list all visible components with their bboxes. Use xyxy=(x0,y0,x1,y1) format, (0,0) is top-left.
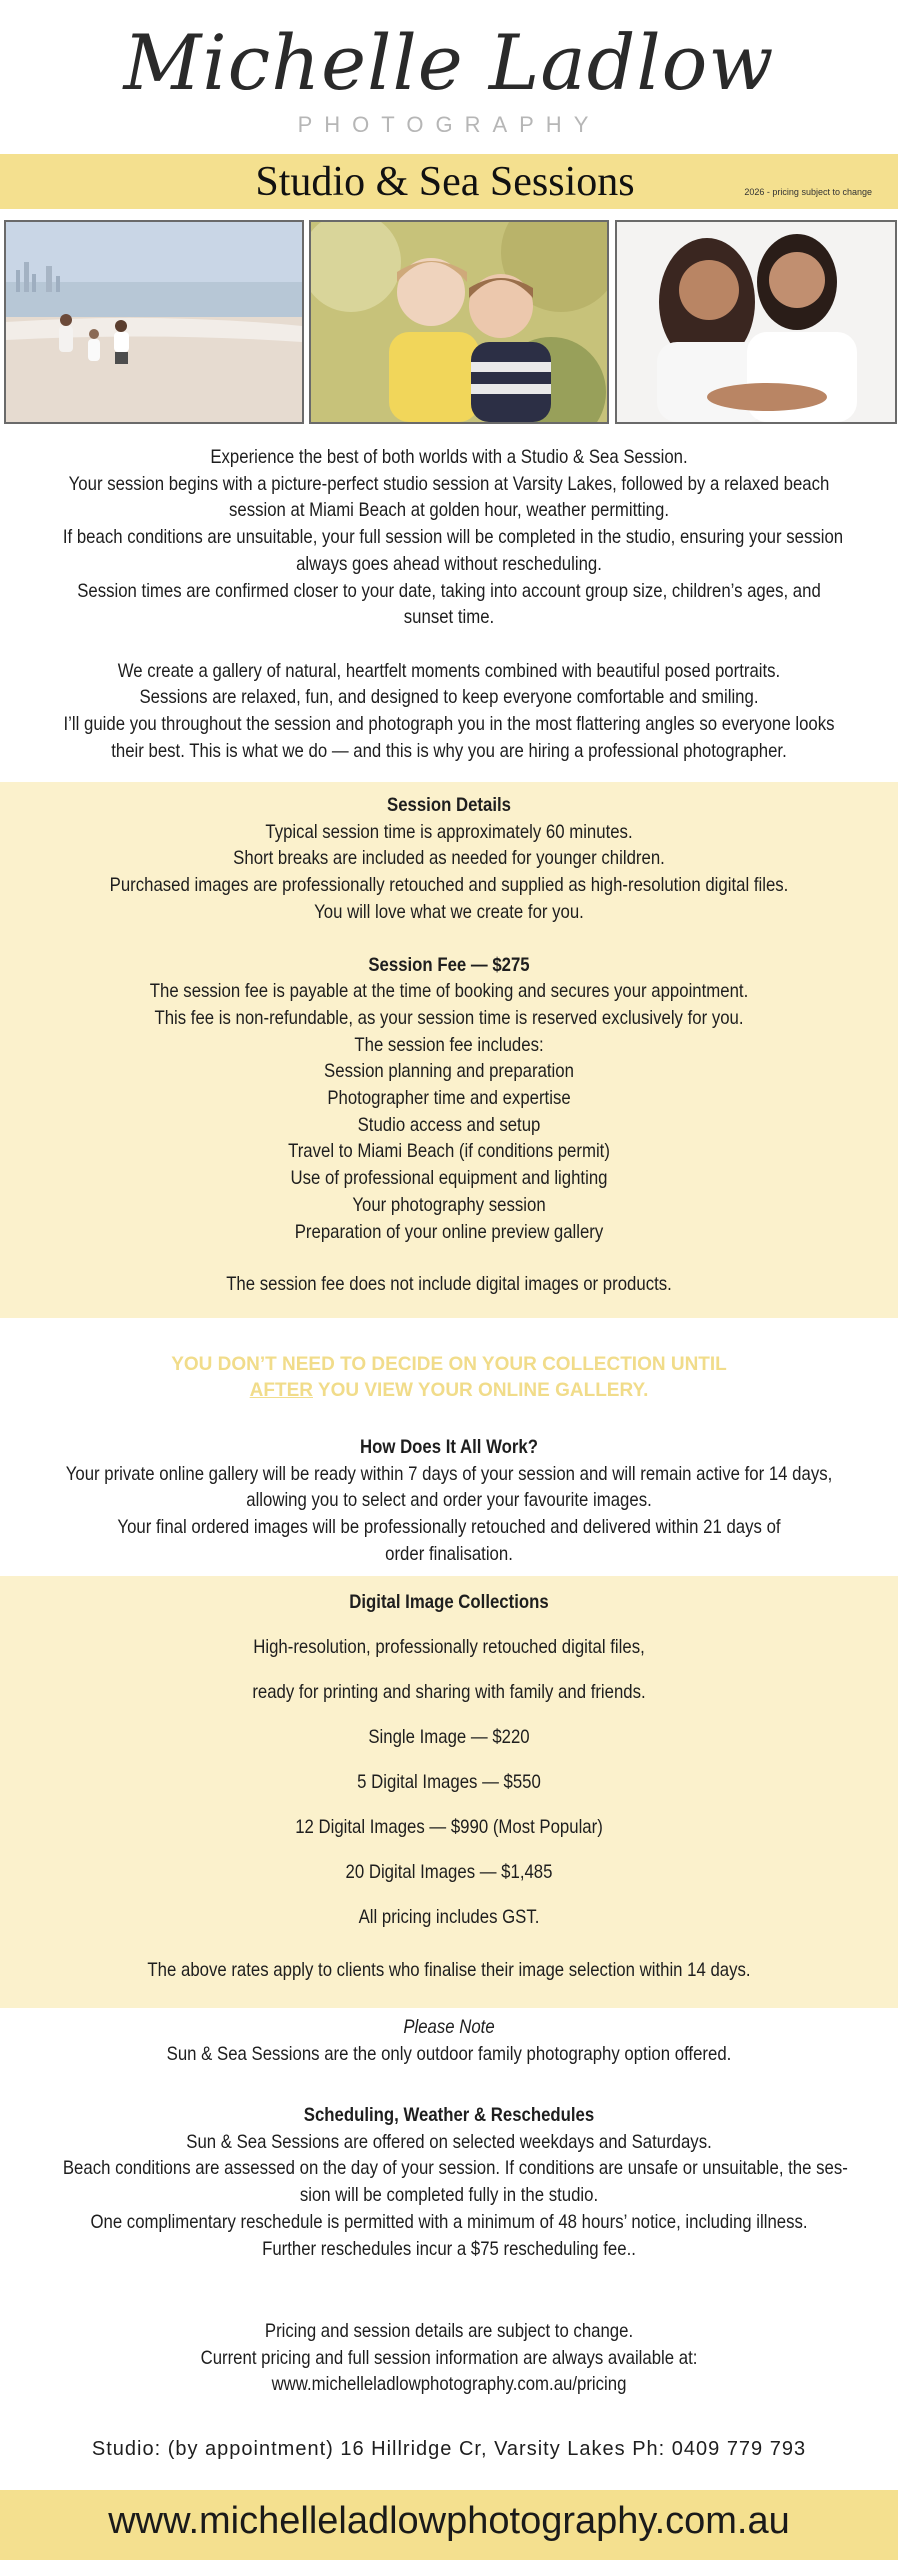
session-fee-item: Photographer time and expertise xyxy=(327,1087,571,1110)
scheduling-line: One complimentary reschedule is permitted with a minimum of 48 hours’ notice, including illness. xyxy=(90,2210,808,2233)
digital-footnote: The above rates apply to clients who finalise their image selection within 14 days. xyxy=(147,1959,751,1981)
intro-line: Experience the best of both worlds with a Studio & Sea Session. xyxy=(210,446,688,468)
session-details-heading: Session Details xyxy=(387,794,511,816)
session-fee-item: Use of professional equipment and lighting xyxy=(290,1167,608,1190)
please-note-heading: Please Note xyxy=(403,2016,495,2038)
scheduling-section xyxy=(0,2102,898,2262)
how-heading: How Does It All Work? xyxy=(360,1436,538,1458)
how-line: order finalisation. xyxy=(385,1542,513,1565)
scheduling-line: sion will be completed fully in the studio. xyxy=(299,2184,599,2207)
intro-line: Sessions are relaxed, fun, and designed to keep everyone comfortable and smiling. xyxy=(139,686,759,709)
digital-price-5: 5 Digital Images — $550 xyxy=(357,1771,541,1793)
session-fee-footnote: The session fee does not include digital images or products. xyxy=(226,1273,672,1296)
session-fee-item: Preparation of your online preview gallery xyxy=(294,1220,604,1243)
intro-section xyxy=(0,444,898,764)
session-details-line: Short breaks are included as needed for younger children. xyxy=(233,847,665,870)
intro-line: sunset time. xyxy=(403,606,495,629)
session-fee-heading: Session Fee — $275 xyxy=(368,953,530,976)
footer-band xyxy=(0,2490,898,2560)
logo-header xyxy=(0,0,898,152)
digital-line: ready for printing and sharing with family and friends. xyxy=(252,1681,646,1703)
session-details-line: Purchased images are professionally retouched and supplied as high-resolution digital files. xyxy=(109,874,789,897)
how-line: Your final ordered images will be professionally retouched and delivered within 21 days of xyxy=(117,1516,781,1539)
how-it-works-section xyxy=(0,1434,898,1568)
digital-price-20: 20 Digital Images — $1,485 xyxy=(345,1861,553,1883)
session-fee-line: The session fee is payable at the time of booking and secures your appointment. xyxy=(149,980,749,1003)
logo-subtitle: PHOTOGRAPHY xyxy=(297,112,601,137)
studio-contact: Studio: (by appointment) 16 Hillridge Cr, Varsity Lakes Ph: 0409 779 793 xyxy=(91,2438,807,2460)
scheduling-line: Beach conditions are assessed on the day of your session. If conditions are unsafe or unsuitable, the ses- xyxy=(62,2157,848,2180)
intro-line: We create a gallery of natural, heartfelt moments combined with beautiful posed portraits. xyxy=(117,659,781,682)
pricing-info-section xyxy=(0,2318,898,2398)
intro-line: always goes ahead without rescheduling. xyxy=(296,552,602,575)
women-portrait-photo xyxy=(615,220,897,424)
digital-heading: Digital Image Collections xyxy=(349,1591,549,1613)
digital-price-single: Single Image — $220 xyxy=(368,1726,530,1748)
session-fee-item: Session planning and preparation xyxy=(324,1060,574,1083)
pricing-info-line: Current pricing and full session information are always available at: xyxy=(200,2346,698,2369)
intro-spacer xyxy=(63,631,835,658)
digital-price-12: 12 Digital Images — $990 (Most Popular) xyxy=(295,1816,603,1838)
children-hugging-photo xyxy=(309,220,609,424)
collection-callout xyxy=(0,1352,898,1404)
session-details-section xyxy=(0,782,898,1318)
digital-collections-section xyxy=(0,1576,898,2008)
session-fee-item: Travel to Miami Beach (if conditions permit) xyxy=(288,1140,610,1163)
digital-gst-note: All pricing includes GST. xyxy=(358,1906,540,1928)
pricing-note: 2026 - pricing subject to change xyxy=(744,187,872,197)
scheduling-line: Sun & Sea Sessions are offered on selected weekdays and Saturdays. xyxy=(186,2130,712,2153)
scheduling-heading: Scheduling, Weather & Reschedules xyxy=(303,2104,595,2126)
how-line: allowing you to select and order your favourite images. xyxy=(246,1489,652,1512)
pricing-info-line: Pricing and session details are subject to change. xyxy=(264,2320,634,2342)
intro-line: their best. This is what we do — and this is why you are hiring a professional photographer. xyxy=(111,739,787,762)
how-line: Your private online gallery will be ready within 7 days of your session and will remain active for 14 days, xyxy=(65,1462,833,1485)
beach-family-photo xyxy=(4,220,304,424)
footer-website-link[interactable]: www.michelleladlowphotography.com.au xyxy=(108,2500,790,2542)
page-title: Studio & Sea Sessions xyxy=(255,159,635,205)
intro-line: Your session begins with a picture-perfect studio session at Varsity Lakes, followed by a relaxed beach xyxy=(68,472,830,495)
session-fee-item: Studio access and setup xyxy=(357,1113,541,1136)
scheduling-line: Further reschedules incur a $75 rescheduling fee.. xyxy=(262,2237,636,2260)
intro-line: Session times are confirmed closer to your date, taking into account group size, children’s ages, and xyxy=(77,579,821,602)
photo-strip xyxy=(0,220,898,424)
callout-line-1: YOU DON’T NEED TO DECIDE ON YOUR COLLECTION UNTIL xyxy=(171,1354,727,1375)
session-fee-line: The session fee includes: xyxy=(354,1033,544,1056)
callout-line-2 xyxy=(0,1378,898,1404)
please-note-line: Sun & Sea Sessions are the only outdoor family photography option offered. xyxy=(166,2042,732,2065)
callout-line-2-text: YOU VIEW YOUR ONLINE GALLERY. xyxy=(312,1380,649,1401)
digital-line: High-resolution, professionally retouched digital files, xyxy=(253,1636,645,1658)
intro-line: session at Miami Beach at golden hour, weather permitting. xyxy=(229,499,669,522)
session-details-line: Typical session time is approximately 60 minutes. xyxy=(265,820,633,843)
intro-line: If beach conditions are unsuitable, your full session will be completed in the studio, ensuring your session xyxy=(62,526,844,549)
intro-line: I’ll guide you throughout the session and photograph you in the most flattering angles so everyone looks xyxy=(63,713,835,736)
callout-underlined-word: AFTER xyxy=(249,1380,313,1401)
pricing-url-link[interactable]: www.michelleladlowphotography.com.au/pricing xyxy=(271,2373,627,2396)
please-note-section xyxy=(0,2014,898,2067)
session-details-line: You will love what we create for you. xyxy=(314,900,584,923)
session-fee-item: Your photography session xyxy=(352,1193,546,1216)
session-fee-line: This fee is non-refundable, as your session time is reserved exclusively for you. xyxy=(154,1006,744,1029)
logo-wordmark: Michelle Ladlow xyxy=(123,18,775,107)
title-band xyxy=(0,154,898,209)
